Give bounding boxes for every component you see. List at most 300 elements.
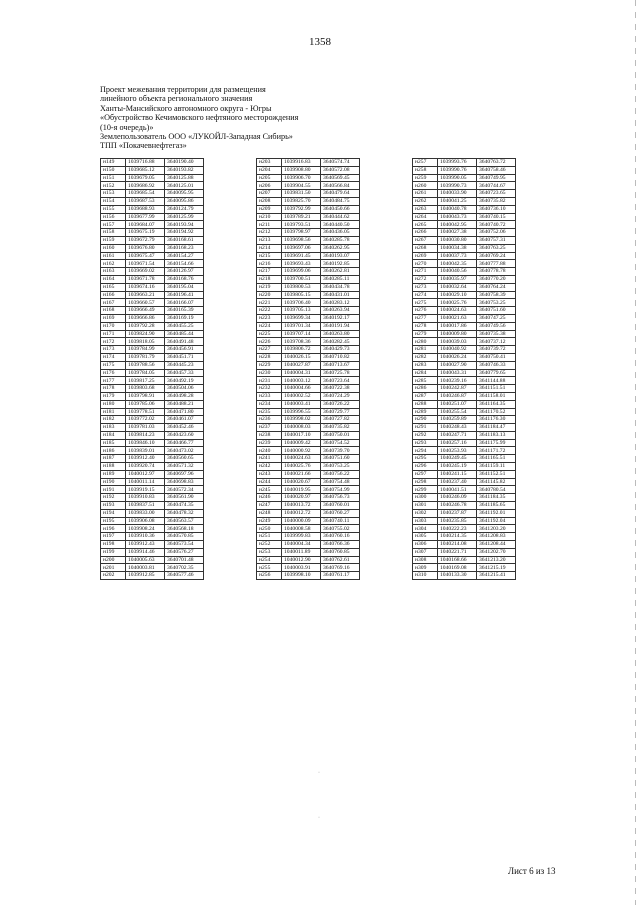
point-id-cell: н240 [257,447,282,455]
point-id-cell: н266 [413,229,438,237]
page-number: 1358 [309,36,331,48]
point-id-cell: н222 [257,307,282,315]
point-id-cell: н157 [101,221,126,229]
y-coordinate-cell: 3641215.41 [477,572,516,580]
table-row [413,541,516,549]
table-row [413,291,516,299]
table-row [413,260,516,268]
y-coordinate-cell: 3640750.41 [477,353,516,361]
x-coordinate-cell: 1039674.16 [126,283,165,291]
point-id-cell: н159 [101,236,126,244]
point-id-cell: н181 [101,408,126,416]
y-coordinate-cell: 3640778.78 [477,268,516,276]
point-id-cell: н228 [257,353,282,361]
table-row [101,182,204,190]
y-coordinate-cell: 3640746.33 [477,361,516,369]
x-coordinate-cell: 1040221.71 [438,548,477,556]
point-id-cell: н227 [257,346,282,354]
x-coordinate-cell: 1039792.99 [282,205,321,213]
point-id-cell: н163 [101,268,126,276]
y-coordinate-cell: 3641175.99 [477,439,516,447]
x-coordinate-cell: 1040245.19 [438,463,477,471]
x-coordinate-cell: 1039699.06 [282,268,321,276]
x-coordinate-cell: 1039805.15 [282,291,321,299]
y-coordinate-cell: 3640452.46 [165,424,204,432]
x-coordinate-cell: 1039904.55 [282,182,321,190]
table-row [257,486,360,494]
point-id-cell: н216 [257,260,282,268]
x-coordinate-cell: 1040169.08 [438,564,477,572]
sheet-footer: Лист 6 из 13 [508,866,556,876]
x-coordinate-cell: 1039996.55 [282,408,321,416]
y-coordinate-cell: 3641176.30 [477,416,516,424]
y-coordinate-cell: 3641152.51 [477,470,516,478]
table-row [101,533,204,541]
table-row [413,236,516,244]
y-coordinate-cell: 3640504.06 [165,385,204,393]
point-id-cell: н164 [101,275,126,283]
table-row [413,439,516,447]
point-id-cell: н232 [257,385,282,393]
x-coordinate-cell: 1040032.64 [438,283,477,291]
x-coordinate-cell: 1040222.23 [438,525,477,533]
table-row [257,346,360,354]
table-row [413,431,516,439]
point-id-cell: н243 [257,470,282,478]
x-coordinate-cell: 1039999.83 [282,533,321,541]
point-id-cell: н233 [257,392,282,400]
x-coordinate-cell: 1040042.35 [438,260,477,268]
y-coordinate-cell: 3640193.94 [165,221,204,229]
y-coordinate-cell: 3640466.77 [165,439,204,447]
x-coordinate-cell: 1040012.97 [126,470,165,478]
y-coordinate-cell: 3640169.19 [165,314,204,322]
x-coordinate-cell: 1039792.28 [126,322,165,330]
y-coordinate-cell: 3640572.08 [321,166,360,174]
table-row [101,213,204,221]
point-id-cell: н198 [101,541,126,549]
point-id-cell: н239 [257,439,282,447]
y-coordinate-cell: 3640770.20 [477,275,516,283]
table-row [413,478,516,486]
table-row [257,159,360,167]
table-row [413,252,516,260]
table-row [413,385,516,393]
x-coordinate-cell: 1039837.51 [126,502,165,510]
x-coordinate-cell: 1039919.15 [126,486,165,494]
point-id-cell: н202 [101,572,126,580]
table-row [257,174,360,182]
table-row [257,564,360,572]
y-coordinate-cell: 3640285.11 [321,275,360,283]
x-coordinate-cell: 1039814.23 [126,431,165,439]
y-coordinate-cell: 3640749.95 [477,174,516,182]
y-coordinate-cell: 3640566.84 [321,182,360,190]
x-coordinate-cell: 1039666.49 [126,307,165,315]
table-row [101,190,204,198]
point-id-cell: н173 [101,346,126,354]
x-coordinate-cell: 1040168.66 [438,556,477,564]
table-row [257,385,360,393]
table-row [101,346,204,354]
x-coordinate-cell: 1040005.63 [126,556,165,564]
table-row [257,517,360,525]
table-row [101,408,204,416]
x-coordinate-cell: 1040004.66 [282,385,321,393]
table-row [257,494,360,502]
y-coordinate-cell: 3641165.51 [477,455,516,463]
x-coordinate-cell: 1039778.51 [126,408,165,416]
y-coordinate-cell: 3640762.61 [321,556,360,564]
y-coordinate-cell: 3640457.33 [165,369,204,377]
table-row [413,424,516,432]
table-row [257,166,360,174]
y-coordinate-cell: 3640577.46 [165,572,204,580]
x-coordinate-cell: 1040246.09 [438,494,477,502]
point-id-cell: н225 [257,330,282,338]
x-coordinate-cell: 1039697.06 [282,244,321,252]
y-coordinate-cell: 3641202.70 [477,548,516,556]
x-coordinate-cell: 1040025.76 [438,299,477,307]
table-row [257,408,360,416]
point-id-cell: н263 [413,205,438,213]
x-coordinate-cell: 1040257.16 [438,439,477,447]
y-coordinate-cell: 3640724.29 [321,392,360,400]
x-coordinate-cell: 1040000.09 [282,517,321,525]
point-id-cell: н172 [101,338,126,346]
point-id-cell: н213 [257,236,282,244]
table-row [413,159,516,167]
x-coordinate-cell: 1039708.36 [282,338,321,346]
x-coordinate-cell: 1040214.08 [438,541,477,549]
point-id-cell: н283 [413,361,438,369]
table-row [101,244,204,252]
point-id-cell: н297 [413,470,438,478]
table-row [413,361,516,369]
table-row [257,182,360,190]
y-coordinate-cell: 3640154.66 [165,260,204,268]
point-id-cell: н276 [413,307,438,315]
x-coordinate-cell: 1039789.21 [282,213,321,221]
table-row [101,330,204,338]
x-coordinate-cell: 1040035.97 [438,275,477,283]
x-coordinate-cell: 1040030.80 [438,236,477,244]
y-coordinate-cell: 3640572.34 [165,486,204,494]
table-row [257,260,360,268]
point-id-cell: н177 [101,377,126,385]
y-coordinate-cell: 3641192.04 [477,517,516,525]
table-row [257,299,360,307]
point-id-cell: н241 [257,455,282,463]
table-row [257,416,360,424]
y-coordinate-cell: 3640192.85 [321,260,360,268]
y-coordinate-cell: 3640769.24 [477,252,516,260]
y-coordinate-cell: 3640766.36 [321,541,360,549]
x-coordinate-cell: 1039788.56 [126,361,165,369]
x-coordinate-cell: 1040033.90 [438,190,477,198]
x-coordinate-cell: 1040259.89 [438,416,477,424]
table-row [413,283,516,291]
x-coordinate-cell: 1039906.70 [282,174,321,182]
table-row [413,548,516,556]
x-coordinate-cell: 1040040.56 [438,268,477,276]
y-coordinate-cell: 3640751.60 [477,307,516,315]
x-coordinate-cell: 1040017.10 [282,431,321,439]
x-coordinate-cell: 1040020.97 [282,494,321,502]
x-coordinate-cell: 1039908.24 [126,525,165,533]
y-coordinate-cell: 3641144.88 [477,377,516,385]
y-coordinate-cell: 3640125.99 [165,213,204,221]
point-id-cell: н174 [101,353,126,361]
point-id-cell: н242 [257,463,282,471]
x-coordinate-cell: 1040011.14 [126,478,165,486]
y-coordinate-cell: 3640455.25 [165,322,204,330]
table-row [257,509,360,517]
table-row [257,275,360,283]
y-coordinate-cell: 3640282.45 [321,338,360,346]
point-id-cell: н258 [413,166,438,174]
y-coordinate-cell: 3640736.10 [477,205,516,213]
x-coordinate-cell: 1040253.93 [438,447,477,455]
y-coordinate-cell: 3640461.07 [165,416,204,424]
point-id-cell: н304 [413,525,438,533]
table-row [257,455,360,463]
table-row [413,314,516,322]
x-coordinate-cell: 1039818.05 [126,338,165,346]
y-coordinate-cell: 3640095.95 [165,190,204,198]
table-row [413,455,516,463]
y-coordinate-cell: 3640739.70 [321,447,360,455]
table-row [101,478,204,486]
x-coordinate-cell: 1039672.79 [126,236,165,244]
y-coordinate-cell: 3640125.88 [165,174,204,182]
x-coordinate-cell: 1039706.40 [282,299,321,307]
table-row [101,197,204,205]
x-coordinate-cell: 1039669.02 [126,268,165,276]
point-id-cell: н193 [101,502,126,510]
y-coordinate-cell: 3640423.60 [165,431,204,439]
table-row [101,447,204,455]
table-row [257,283,360,291]
table-row [101,502,204,510]
table-row [101,205,204,213]
y-coordinate-cell: 3640740.15 [477,213,516,221]
point-id-cell: н231 [257,377,282,385]
y-coordinate-cell: 3640735.82 [321,424,360,432]
y-coordinate-cell: 3640166.07 [165,299,204,307]
table-row [413,369,516,377]
x-coordinate-cell: 1039781.03 [126,424,165,432]
y-coordinate-cell: 3640756.73 [321,494,360,502]
y-coordinate-cell: 3640193.07 [321,252,360,260]
x-coordinate-cell: 1039910.36 [126,533,165,541]
x-coordinate-cell: 1040039.03 [438,338,477,346]
y-coordinate-cell: 3640760.16 [321,533,360,541]
point-id-cell: н295 [413,455,438,463]
x-coordinate-cell: 1040242.87 [438,385,477,393]
point-id-cell: н299 [413,486,438,494]
y-coordinate-cell: 3640723.64 [321,377,360,385]
y-coordinate-cell: 3640196.41 [165,291,204,299]
point-id-cell: н152 [101,182,126,190]
y-coordinate-cell: 3640764.24 [477,283,516,291]
point-id-cell: н204 [257,166,282,174]
table-row [413,463,516,471]
point-id-cell: н277 [413,314,438,322]
y-coordinate-cell: 3640725.78 [321,369,360,377]
x-coordinate-cell: 1040009.80 [438,330,477,338]
y-coordinate-cell: 3640726.22 [321,400,360,408]
point-id-cell: н236 [257,416,282,424]
y-coordinate-cell: 3640154.27 [165,252,204,260]
table-row [413,190,516,198]
x-coordinate-cell: 1040029.10 [438,291,477,299]
point-id-cell: н226 [257,338,282,346]
y-coordinate-cell: 3640569.45 [321,174,360,182]
x-coordinate-cell: 1039800.53 [282,283,321,291]
y-coordinate-cell: 3640735.38 [477,330,516,338]
point-id-cell: н208 [257,197,282,205]
table-row [413,221,516,229]
point-id-cell: н281 [413,346,438,354]
y-coordinate-cell: 3640491.48 [165,338,204,346]
x-coordinate-cell: 1039817.25 [126,377,165,385]
table-row [413,182,516,190]
point-id-cell: н218 [257,275,282,283]
point-id-cell: н305 [413,533,438,541]
point-id-cell: н296 [413,463,438,471]
x-coordinate-cell: 1040251.07 [438,400,477,408]
scan-edge-line [635,0,636,905]
table-row [101,260,204,268]
table-row [101,400,204,408]
point-id-cell: н292 [413,431,438,439]
x-coordinate-cell: 1039998.10 [282,572,321,580]
x-coordinate-cell: 1039685.12 [126,166,165,174]
y-coordinate-cell: 3640754.48 [321,478,360,486]
x-coordinate-cell: 1039784.99 [126,346,165,354]
y-coordinate-cell: 3640124.79 [165,205,204,213]
x-coordinate-cell: 1039798.97 [282,229,321,237]
point-id-cell: н199 [101,548,126,556]
y-coordinate-cell: 3640758.46 [477,166,516,174]
x-coordinate-cell: 1039846.10 [126,439,165,447]
x-coordinate-cell: 1039781.79 [126,353,165,361]
x-coordinate-cell: 1039912.40 [126,455,165,463]
y-coordinate-cell: 3640753.25 [321,463,360,471]
x-coordinate-cell: 1040040.78 [438,205,477,213]
point-id-cell: н262 [413,197,438,205]
table-row [101,322,204,330]
table-row [257,221,360,229]
table-row [101,291,204,299]
y-coordinate-cell: 3641213.20 [477,556,516,564]
x-coordinate-cell: 1039914.46 [126,548,165,556]
table-row [413,275,516,283]
point-id-cell: н268 [413,244,438,252]
table-row [101,541,204,549]
table-row [257,353,360,361]
y-coordinate-cell: 3640168.23 [165,244,204,252]
y-coordinate-cell: 3640434.78 [321,283,360,291]
y-coordinate-cell: 3640431.01 [321,291,360,299]
x-coordinate-cell: 1040214.35 [438,533,477,541]
point-id-cell: н278 [413,322,438,330]
y-coordinate-cell: 3640444.62 [321,213,360,221]
x-coordinate-cell: 1040004.31 [282,369,321,377]
table-row [257,244,360,252]
x-coordinate-cell: 1040017.86 [438,322,477,330]
point-id-cell: н158 [101,229,126,237]
table-row [257,377,360,385]
point-id-cell: н176 [101,369,126,377]
header-line: ТПП «Покачевнефтегаз» [100,141,187,151]
x-coordinate-cell: 1039675.19 [126,229,165,237]
table-row [413,353,516,361]
table-row [101,299,204,307]
header-line: (10-я очередь)» [100,122,154,132]
table-row [413,338,516,346]
y-coordinate-cell: 3640761.17 [321,572,360,580]
y-coordinate-cell: 3641145.82 [477,478,516,486]
y-coordinate-cell: 3640262.95 [321,244,360,252]
point-id-cell: н183 [101,424,126,432]
table-row [257,314,360,322]
y-coordinate-cell: 3640758.39 [477,291,516,299]
table-row [413,174,516,182]
header-line: линейного объекта регионального значения [100,94,253,104]
table-row [257,392,360,400]
y-coordinate-cell: 3640285.78 [321,236,360,244]
y-coordinate-cell: 3640740.11 [321,517,360,525]
table-row [101,314,204,322]
y-coordinate-cell: 3640263.94 [321,307,360,315]
x-coordinate-cell: 1039688.93 [126,205,165,213]
table-row [101,221,204,229]
table-row [413,564,516,572]
point-id-cell: н294 [413,447,438,455]
y-coordinate-cell: 3640445.23 [165,361,204,369]
table-row [101,252,204,260]
x-coordinate-cell: 1040012.72 [282,509,321,517]
point-id-cell: н194 [101,509,126,517]
y-coordinate-cell: 3640701.48 [165,556,204,564]
table-row [101,369,204,377]
x-coordinate-cell: 1039798.91 [126,392,165,400]
point-id-cell: н214 [257,244,282,252]
y-coordinate-cell: 3640573.54 [165,541,204,549]
y-coordinate-cell: 3641171.72 [477,447,516,455]
table-row [413,392,516,400]
y-coordinate-cell: 3640436.05 [321,229,360,237]
x-coordinate-cell: 1039916.83 [282,159,321,167]
table-row [257,205,360,213]
y-coordinate-cell: 3640749.56 [477,322,516,330]
x-coordinate-cell: 1040239.16 [438,377,477,385]
x-coordinate-cell: 1039806.72 [282,346,321,354]
y-coordinate-cell: 3640488.21 [165,400,204,408]
y-coordinate-cell: 3641192.01 [477,509,516,517]
point-id-cell: н153 [101,190,126,198]
point-id-cell: н274 [413,291,438,299]
x-coordinate-cell: 1039679.05 [126,174,165,182]
point-id-cell: н209 [257,205,282,213]
x-coordinate-cell: 1040027.90 [438,361,477,369]
point-id-cell: н224 [257,322,282,330]
table-row [101,174,204,182]
point-id-cell: н282 [413,353,438,361]
y-coordinate-cell: 3640560.65 [165,455,204,463]
